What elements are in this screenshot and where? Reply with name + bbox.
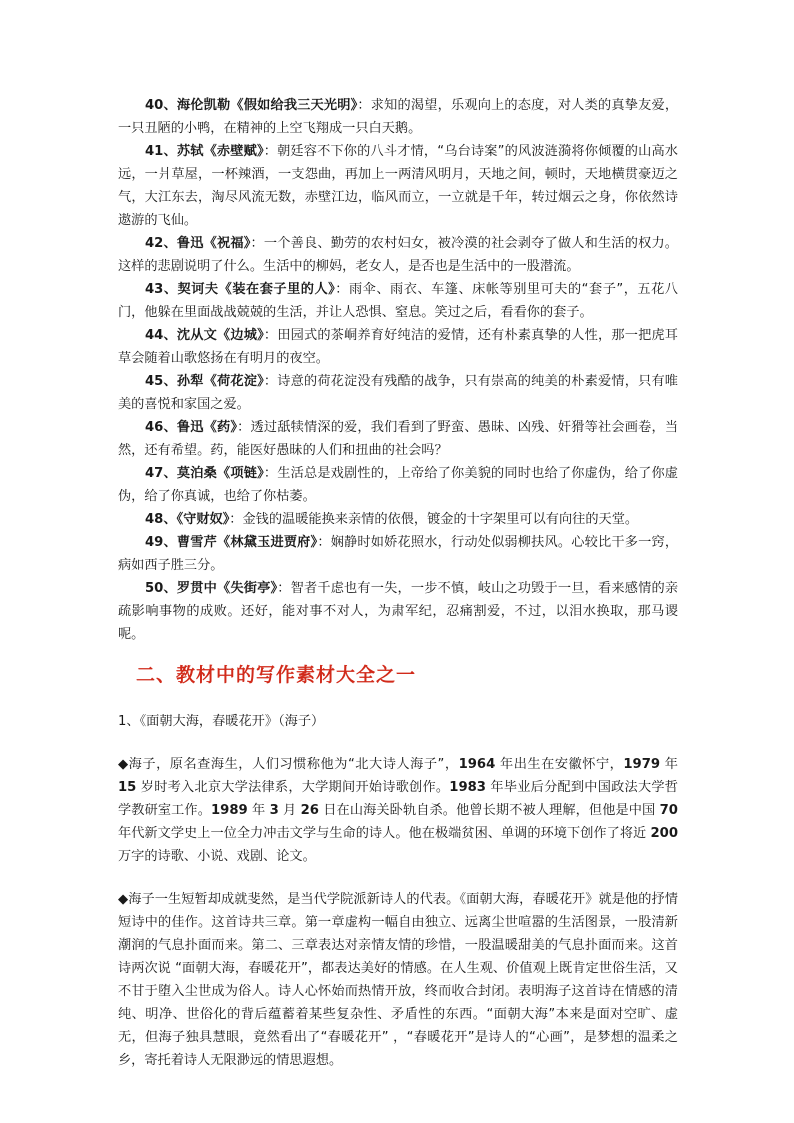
paragraph-segment: 岁时考入北京大学法律系，大学期间开始诗歌创作。	[136, 780, 450, 795]
paragraph-segment: 15	[118, 780, 137, 795]
entry-text: ：娴静时如娇花照水，行动处似弱柳扶风。心较比干多一窍，病如西子胜三分。	[118, 535, 679, 573]
paragraph-segment: 日在山海关卧轨自杀。他曾长期不被人理解，但他是中国	[318, 803, 660, 818]
entry-number: 46	[145, 420, 164, 435]
entry-number: 43	[145, 282, 164, 297]
entry-text: ：求知的渴望，乐观向上的态度，对人类的真挚友爱，一只丑陋的小鸭，在精神的上空飞翔成一只白天鹅。	[118, 98, 679, 136]
entry-title: 、海伦凯勒《假如给我三天光明》	[163, 98, 358, 113]
paragraph-segment: 3	[269, 803, 279, 818]
entry-number: 47	[145, 466, 164, 481]
section-heading: 二、教材中的写作素材大全之一	[136, 664, 417, 686]
paragraph-segment: 1979	[623, 757, 661, 772]
entry-number: 40	[145, 98, 164, 113]
entry-title: 、沈从文《边城》	[163, 328, 264, 343]
paragraph-segment: 年毕业后分配到中国政法大学哲学教研室工作。	[118, 780, 678, 818]
entry-title: 、契诃夫《装在套子里的人》	[163, 282, 336, 297]
entry-text: ：智者千虑也有一失，一步不慎，岐山之功毁于一旦，看来感情的亲疏影响事物的成败。还好，能对事不对人，为肃军纪，忍痛割爱，不过，以泪水换取，那马谡呢。	[118, 581, 679, 642]
entry-item	[118, 531, 678, 577]
entry-text: ：田园式的茶峒养育好纯洁的爱情，还有朴素真挚的人性，那一把虎耳草会随着山歌悠扬在有明月的夜空。	[118, 328, 678, 366]
entry-text: ：透过舐犊情深的爱，我们看到了野蛮、愚昧、凶残、奸猾等社会画卷，当然，还有希望。药，能医好愚昧的人们和扭曲的社会吗？	[118, 420, 679, 458]
entry-title: 、鲁迅《药》	[163, 420, 238, 435]
paragraph-segment: 70	[659, 803, 678, 818]
paragraph-haizi-bio	[118, 753, 678, 868]
paragraph-segment: 1964	[458, 757, 496, 772]
entry-title: 、罗贯中《失街亭》	[163, 581, 278, 596]
entry-item	[118, 370, 678, 416]
entry-title: 、鲁迅《祝福》	[163, 236, 251, 251]
entry-number: 44	[145, 328, 164, 343]
entry-item	[118, 324, 678, 370]
entry-text: ：朝廷容不下你的八斗才情，“乌台诗案”的风波涟漪将你倾覆的山高水远，一爿草屋，一杯辣酒，一支怨曲，再加上一两清风明月，天地之间，顿时，天地横贯豪迈之气，大江东去，淘尽风流无数，赤壁江边，临风而立，一立就是千年，转过烟云之身，你依然诗遨游的飞仙。	[118, 144, 678, 228]
entry-number: 41	[145, 144, 164, 159]
paragraph-segment: 年出生在安徽怀宁，	[495, 757, 624, 772]
entry-item	[118, 278, 678, 324]
paragraph-segment: 万字的诗歌、小说、戏剧、论文。	[118, 849, 316, 864]
entry-item	[118, 577, 678, 646]
paragraph-segment: 1983	[449, 780, 486, 795]
paragraph-segment: 年	[247, 803, 270, 818]
entry-text: ：生活总是戏剧性的，上帝给了你美貌的同时也给了你虚伪，给了你虚伪，给了你真诚，也给了你枯萎。	[118, 466, 678, 504]
paragraph-segment: 年代新文学史上一位全力冲击文学与生命的诗人。他在极端贫困、单调的环境下创作了将近	[118, 826, 651, 841]
subheading: 1、《面朝大海，春暖花开》（海子）	[118, 714, 325, 729]
entry-number: 49	[145, 535, 164, 550]
entry-item	[118, 94, 678, 140]
entry-number: 50	[145, 581, 164, 596]
entry-list	[118, 94, 678, 646]
entry-title: 、苏轼《赤壁赋》	[163, 144, 264, 159]
entry-item	[118, 508, 678, 531]
paragraph-segment: 月	[278, 803, 301, 818]
entry-title: 、《守财奴》	[163, 512, 230, 527]
entry-item	[118, 140, 678, 232]
paragraph-segment: 26	[300, 803, 319, 818]
entry-item	[118, 462, 678, 508]
entry-text: ：一个善良、勤劳的农村妇女，被冷漠的社会剥夺了做人和生活的权力。这样的悲剧说明了什么。生活中的柳妈，老女人，是否也是生活中的一股潜流。	[118, 236, 678, 274]
entry-number: 45	[145, 374, 164, 389]
entry-item	[118, 232, 678, 278]
document-page	[118, 94, 678, 1072]
entry-number: 48	[145, 512, 164, 527]
entry-text: ：金钱的温暖能换来亲情的依偎，镀金的十字架里可以有向往的天堂。	[229, 512, 639, 527]
paragraph-segment: 200	[650, 826, 678, 841]
paragraph-segment: ◆海子，原名查海生，人们习惯称他为“北大诗人海子”，	[118, 757, 459, 772]
paragraph-segment: 年	[660, 757, 678, 772]
entry-text: ：诗意的荷花淀没有残酷的战争，只有崇高的纯美的朴素爱情，只有唯美的喜悦和家国之爱。	[118, 374, 678, 412]
entry-title: 、孙犁《荷花淀》	[163, 374, 264, 389]
entry-title: 、莫泊桑《项链》	[163, 466, 264, 481]
entry-item	[118, 416, 678, 462]
entry-text: ：雨伞、雨衣、车篷、床帐等别里可夫的“套子”，五花八门，他躲在里面战战兢兢的生活，并让人恐惧、窒息。笑过之后，看看你的套子。	[118, 282, 678, 320]
entry-title: 、曹雪芹《林黛玉进贾府》	[163, 535, 318, 550]
paragraph-poem-analysis: ◆海子一生短暂却成就斐然，是当代学院派新诗人的代表。《面朝大海，春暖花开》就是他的抒情短诗中的佳作。这首诗共三章。第一章虚构一幅自由独立、远离尘世喧嚣的生活图景，一股清新潮润的气息扑面而来。第二、三章表达对亲情友情的珍惜，一股温暖甜美的气息扑面而来。这首诗两次说 “面朝大海，春暖花开”，都表达美好的情感。在人生观、价值观上既肯定世俗生活，又不甘于堕入尘世成为俗人。诗人心怀始而热情开放，终而收合封闭。表明海子这首诗在情感的清纯、明净、世俗化的背后蕴蓄着某些复杂性、矛盾性的东西。“面朝大海”本来是面对空旷、虚无，但海子独具慧眼，竟然看出了“春暖花开” ，“春暖花开”是诗人的“心画”，是梦想的温柔之乡，寄托着诗人无限渺远的情思遐想。	[118, 892, 678, 1068]
entry-number: 42	[145, 236, 164, 251]
paragraph-segment: 1989	[210, 803, 248, 818]
